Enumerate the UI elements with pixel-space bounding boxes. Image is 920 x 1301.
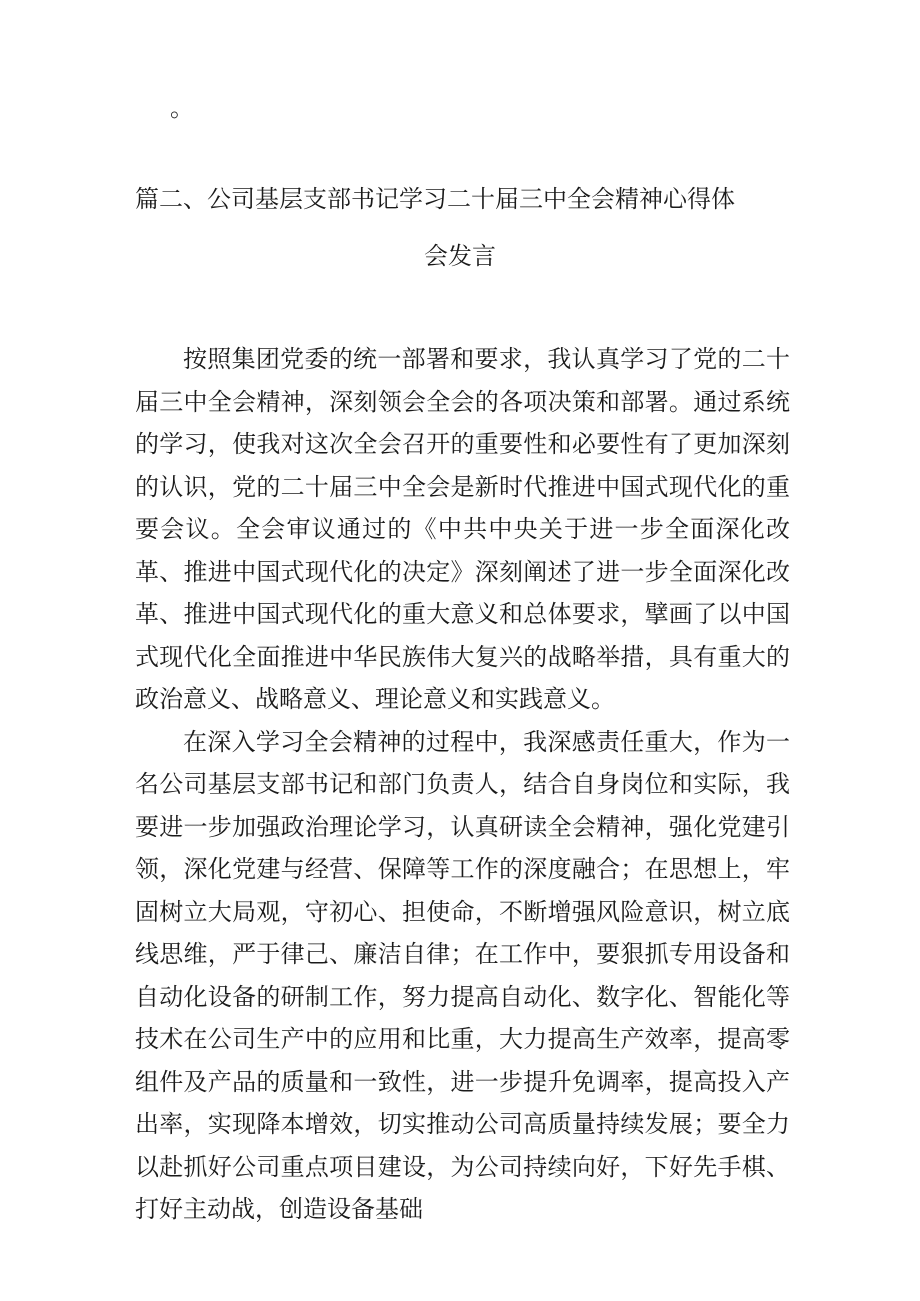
body-paragraph-2: 在深入学习全会精神的过程中，我深感责任重大，作为一名公司基层支部书记和部门负责人，结合自身岗位和实际，我要进一步加强政治理论学习，认真研读全会精神，强化党建引领，深化党建与经营、保障等工作的深度融合；在思想上，牢固树立大局观，守初心、担使命，不断增强风险意识，树立底线思维，严于律己、廉洁自律；在工作中，要狠抓专用设备和自动化设备的研制工作，努力提高自动化、数字化、智能化等技术在公司生产中的应用和比重，大力提高生产效率，提高零组件及产品的质量和一致性，进一步提升免调率，提高投入产出率，实现降本增效，切实推动公司高质量持续发展；要全力以赴抓好公司重点项目建设，为公司持续向好，下好先手棋、打好主动战，创造设备基础 <box>135 727 790 1223</box>
document-body <box>135 338 790 1231</box>
leading-punctuation: 。 <box>170 94 194 122</box>
body-paragraph-1: 按照集团党委的统一部署和要求，我认真学习了党的二十届三中全会精神，深刻领会全会的各项决策和部署。通过系统的学习，使我对这次全会召开的重要性和必要性有了更加深刻的认识，党的二十届三中全会是新时代推进中国式现代化的重要会议。全会审议通过的《中共中央关于进一步全面深化改革、推进中国式现代化的决定》深刻阐述了进一步全面深化改革、推进中国式现代化的重大意义和总体要求，擘画了以中国式现代化全面推进中华民族伟大复兴的战略举措，具有重大的政治意义、战略意义、理论意义和实践意义。 <box>135 345 790 713</box>
document-title-line-1: 篇二、公司基层支部书记学习二十届三中全会精神心得体 <box>135 185 735 213</box>
document-title-line-2: 会发言 <box>424 242 496 270</box>
